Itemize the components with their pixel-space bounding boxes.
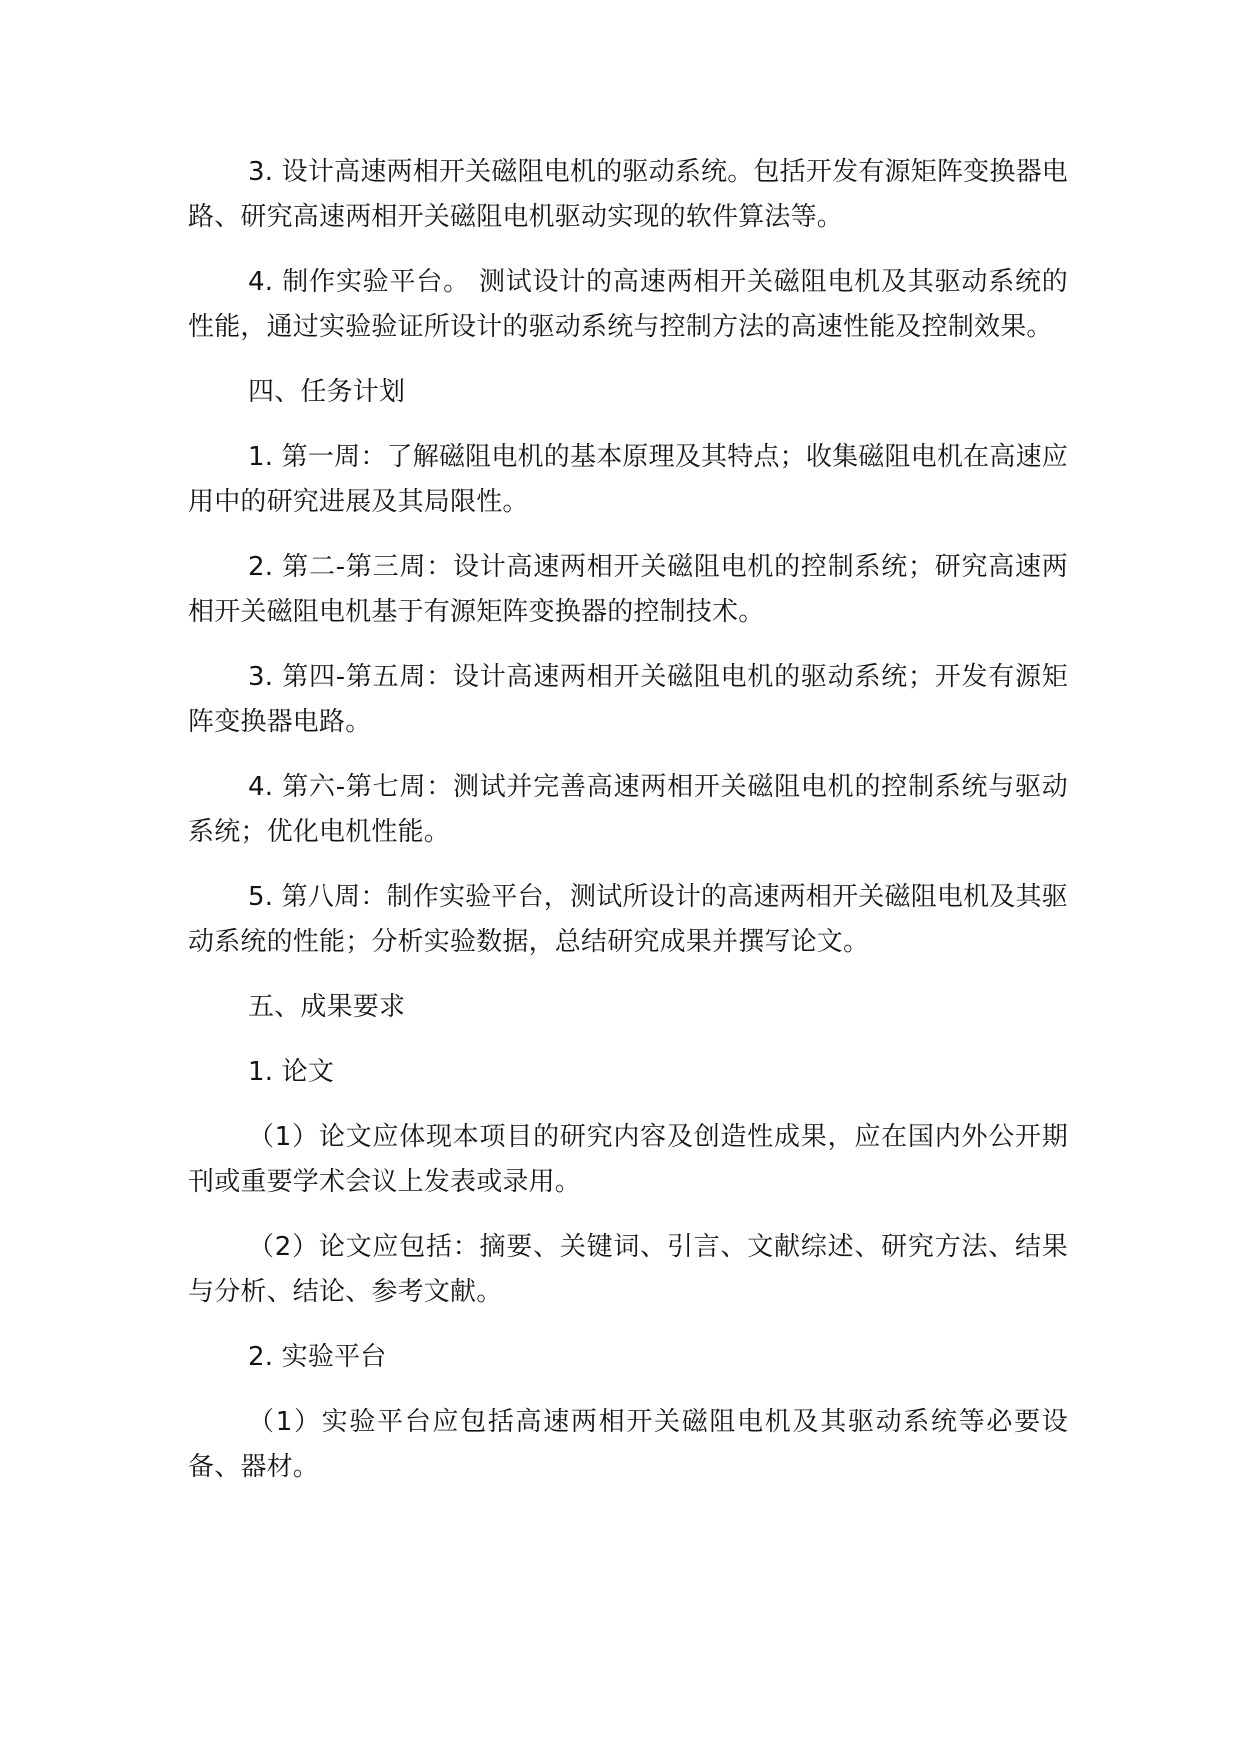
subheading-paper: 1. 论文: [248, 1057, 335, 1087]
paragraph-drive-system-design: 3. 设计高速两相开关磁阻电机的驱动系统。包括开发有源矩阵变换器电路、研究高速两相开关磁阻电机驱动实现的软件算法等。: [188, 157, 1068, 232]
section-heading-deliverables: 五、成果要求: [248, 992, 406, 1022]
paper-requirement-2: （2）论文应包括：摘要、关键词、引言、文献综述、研究方法、结果与分析、结论、参考文献。: [188, 1232, 1068, 1307]
plan-item-week-4-5: 3. 第四-第五周：设计高速两相开关磁阻电机的驱动系统；开发有源矩阵变换器电路。: [188, 662, 1068, 737]
section-heading-task-plan: 四、任务计划: [248, 377, 406, 407]
plan-item-week-8: 5. 第八周：制作实验平台，测试所设计的高速两相开关磁阻电机及其驱动系统的性能；分析实验数据，总结研究成果并撰写论文。: [188, 882, 1068, 957]
plan-item-week-2-3: 2. 第二-第三周：设计高速两相开关磁阻电机的控制系统；研究高速两相开关磁阻电机基于有源矩阵变换器的控制技术。: [188, 552, 1068, 627]
platform-requirement-1: （1）实验平台应包括高速两相开关磁阻电机及其驱动系统等必要设备、器材。: [188, 1407, 1068, 1482]
paragraph-experiment-platform: 4. 制作实验平台。 测试设计的高速两相开关磁阻电机及其驱动系统的性能，通过实验验证所设计的驱动系统与控制方法的高速性能及控制效果。: [188, 267, 1068, 342]
paper-requirement-1: （1）论文应体现本项目的研究内容及创造性成果，应在国内外公开期刊或重要学术会议上发表或录用。: [188, 1122, 1068, 1197]
plan-item-week-6-7: 4. 第六-第七周：测试并完善高速两相开关磁阻电机的控制系统与驱动系统；优化电机性能。: [188, 772, 1068, 847]
subheading-experiment-platform: 2. 实验平台: [248, 1342, 387, 1372]
document-page: [188, 150, 1068, 1510]
plan-item-week-1: 1. 第一周：了解磁阻电机的基本原理及其特点；收集磁阻电机在高速应用中的研究进展及其局限性。: [188, 442, 1068, 517]
